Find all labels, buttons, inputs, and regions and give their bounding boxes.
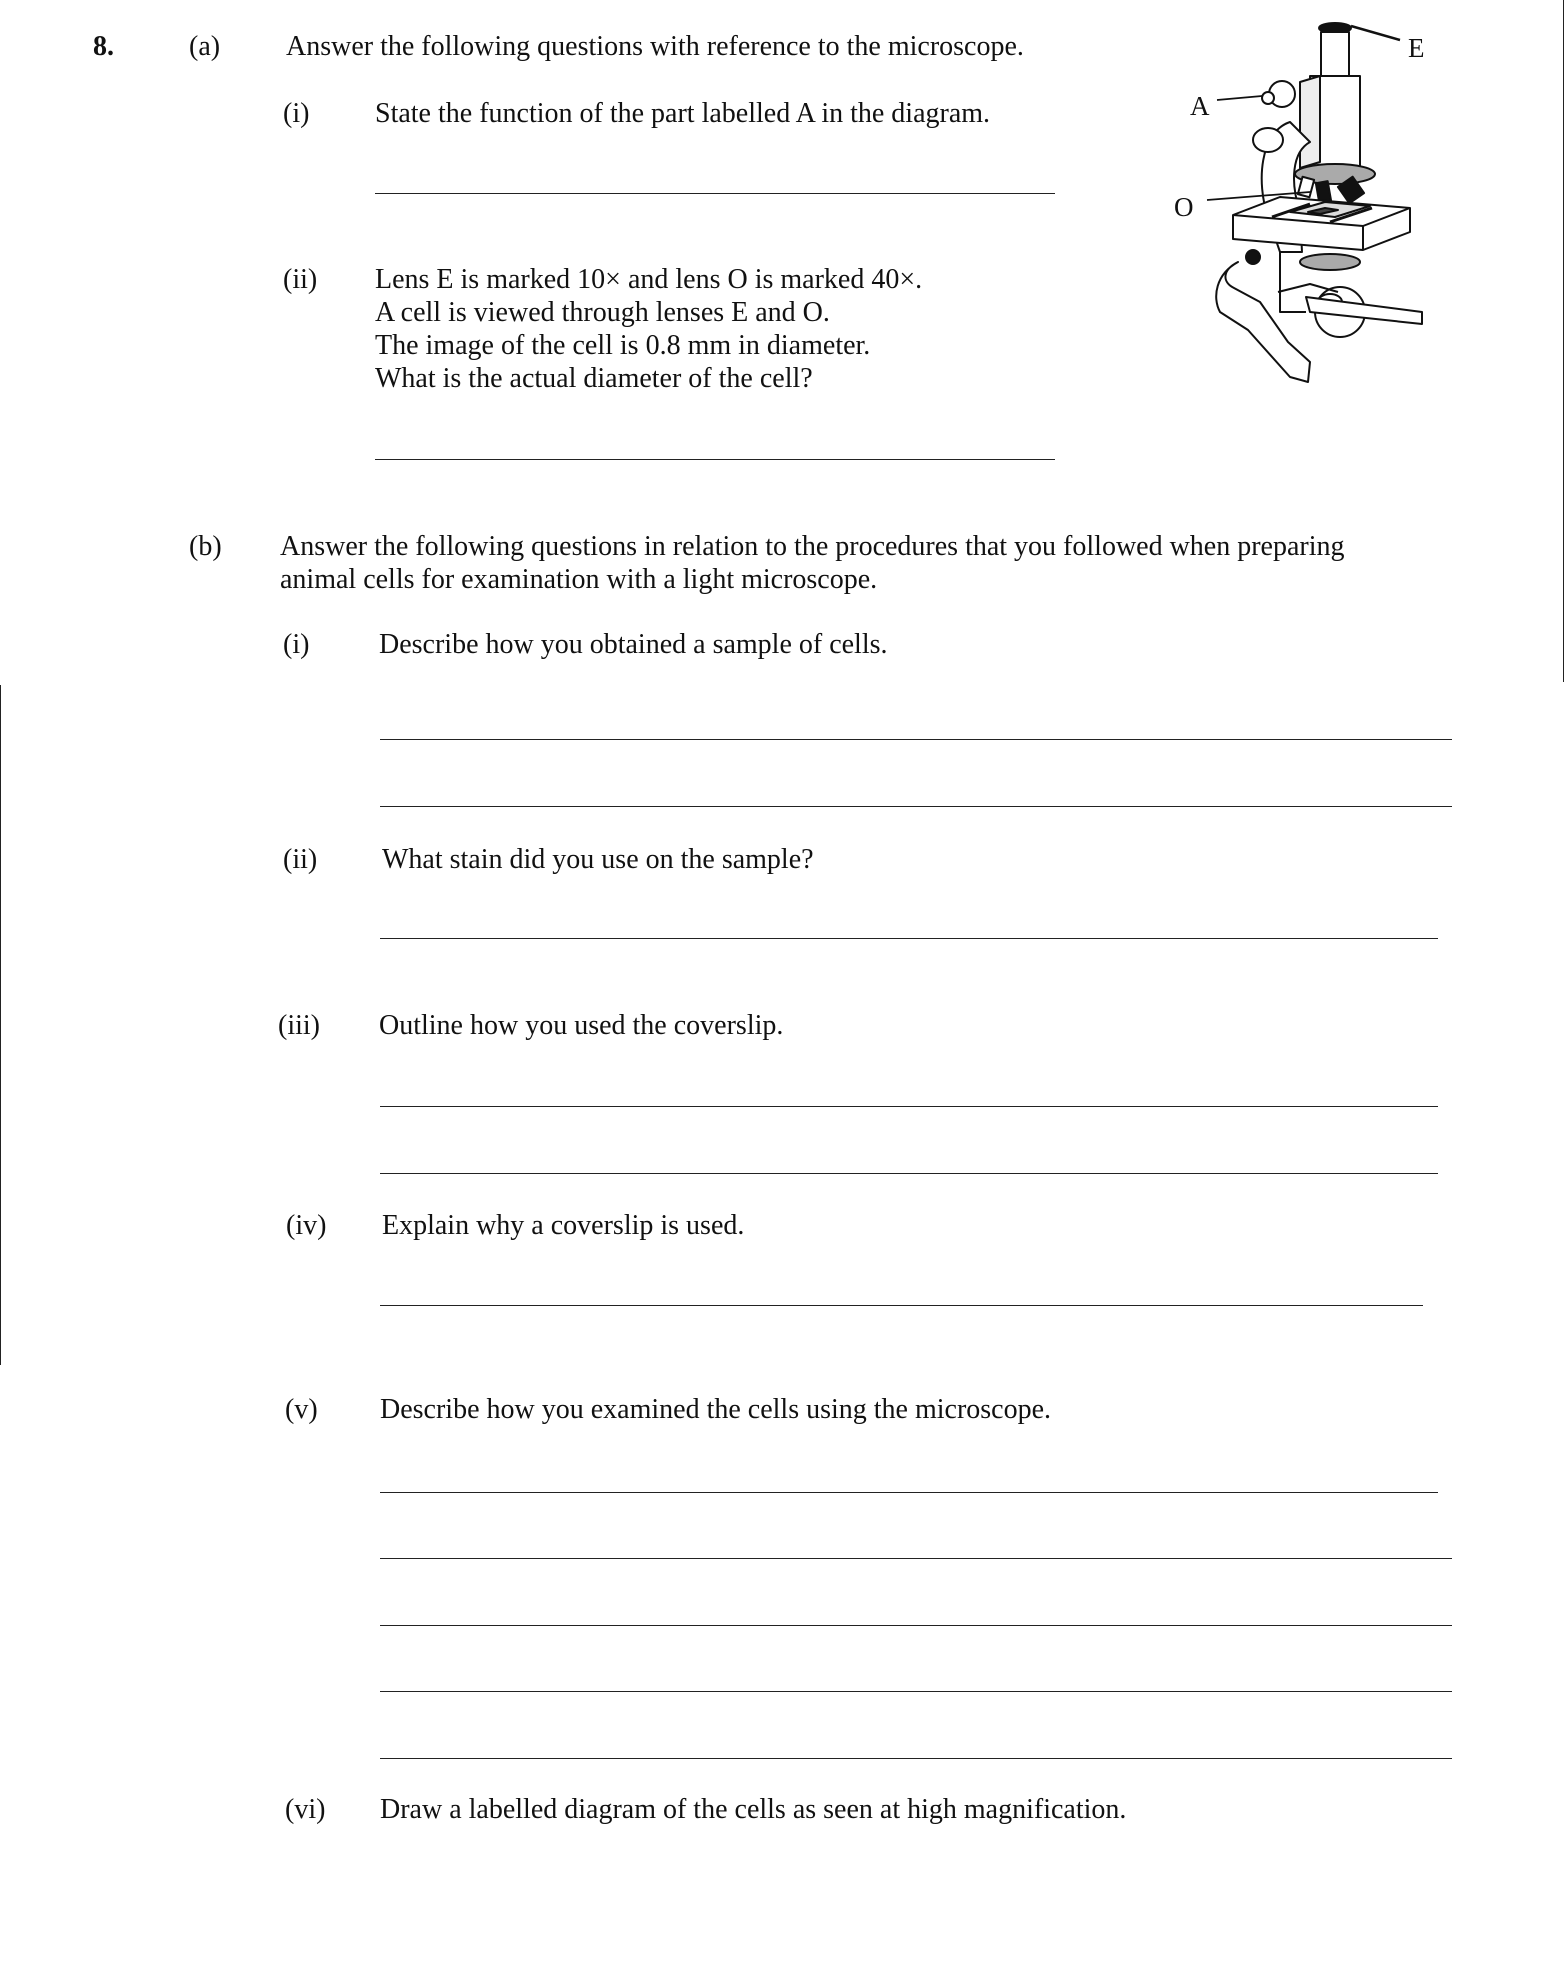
- part-b-v-label: (v): [285, 1394, 318, 1425]
- answer-line[interactable]: [380, 1625, 1452, 1626]
- part-b-iv-text: Explain why a coverslip is used.: [382, 1210, 745, 1241]
- part-b-iv-label: (iv): [286, 1210, 327, 1241]
- part-a-ii-line-1: Lens E is marked 10× and lens O is marked 40×.: [375, 264, 923, 295]
- answer-line[interactable]: [380, 1758, 1452, 1759]
- microscope-diagram: [1160, 12, 1460, 387]
- answer-line[interactable]: [380, 1492, 1438, 1493]
- scan-edge-left: [0, 685, 1, 1365]
- answer-line[interactable]: [375, 193, 1055, 194]
- part-b-i-label: (i): [283, 629, 310, 660]
- part-a-label: (a): [189, 31, 221, 62]
- part-a-ii-line-4: What is the actual diameter of the cell?: [375, 363, 813, 394]
- answer-line[interactable]: [380, 1106, 1438, 1107]
- part-b-label: (b): [189, 531, 222, 562]
- question-number: 8.: [93, 31, 114, 62]
- label-o: O: [1174, 192, 1194, 222]
- part-a-i-label: (i): [283, 98, 310, 129]
- answer-line[interactable]: [375, 459, 1055, 460]
- answer-line[interactable]: [380, 739, 1452, 740]
- label-e: E: [1408, 33, 1425, 63]
- answer-line[interactable]: [380, 1305, 1423, 1306]
- part-a-ii-label: (ii): [283, 264, 318, 295]
- answer-line[interactable]: [380, 1691, 1452, 1692]
- part-a-i-text: State the function of the part labelled A in the diagram.: [375, 98, 991, 129]
- part-b-vi-text: Draw a labelled diagram of the cells as seen at high magnification.: [380, 1794, 1127, 1825]
- part-a-ii-line-2: A cell is viewed through lenses E and O.: [375, 297, 830, 328]
- part-b-vi-label: (vi): [285, 1794, 326, 1825]
- answer-line[interactable]: [380, 1558, 1452, 1559]
- part-b-ii-label: (ii): [283, 844, 318, 875]
- scan-edge-right: [1563, 0, 1564, 682]
- part-a-ii-line-3: The image of the cell is 0.8 mm in diameter.: [375, 330, 871, 361]
- part-b-intro-line-1: Answer the following questions in relation to the procedures that you followed when preparing: [280, 531, 1345, 562]
- label-a: A: [1190, 91, 1210, 121]
- part-b-ii-text: What stain did you use on the sample?: [382, 844, 814, 875]
- answer-line[interactable]: [380, 1173, 1438, 1174]
- part-b-intro-line-2: animal cells for examination with a light microscope.: [280, 564, 878, 595]
- part-b-v-text: Describe how you examined the cells using the microscope.: [380, 1394, 1052, 1425]
- part-b-i-text: Describe how you obtained a sample of cells.: [379, 629, 888, 660]
- part-b-iii-label: (iii): [278, 1010, 320, 1041]
- part-a-intro: Answer the following questions with reference to the microscope.: [286, 31, 1024, 62]
- part-b-iii-text: Outline how you used the coverslip.: [379, 1010, 784, 1041]
- answer-line[interactable]: [380, 806, 1452, 807]
- answer-line[interactable]: [380, 938, 1438, 939]
